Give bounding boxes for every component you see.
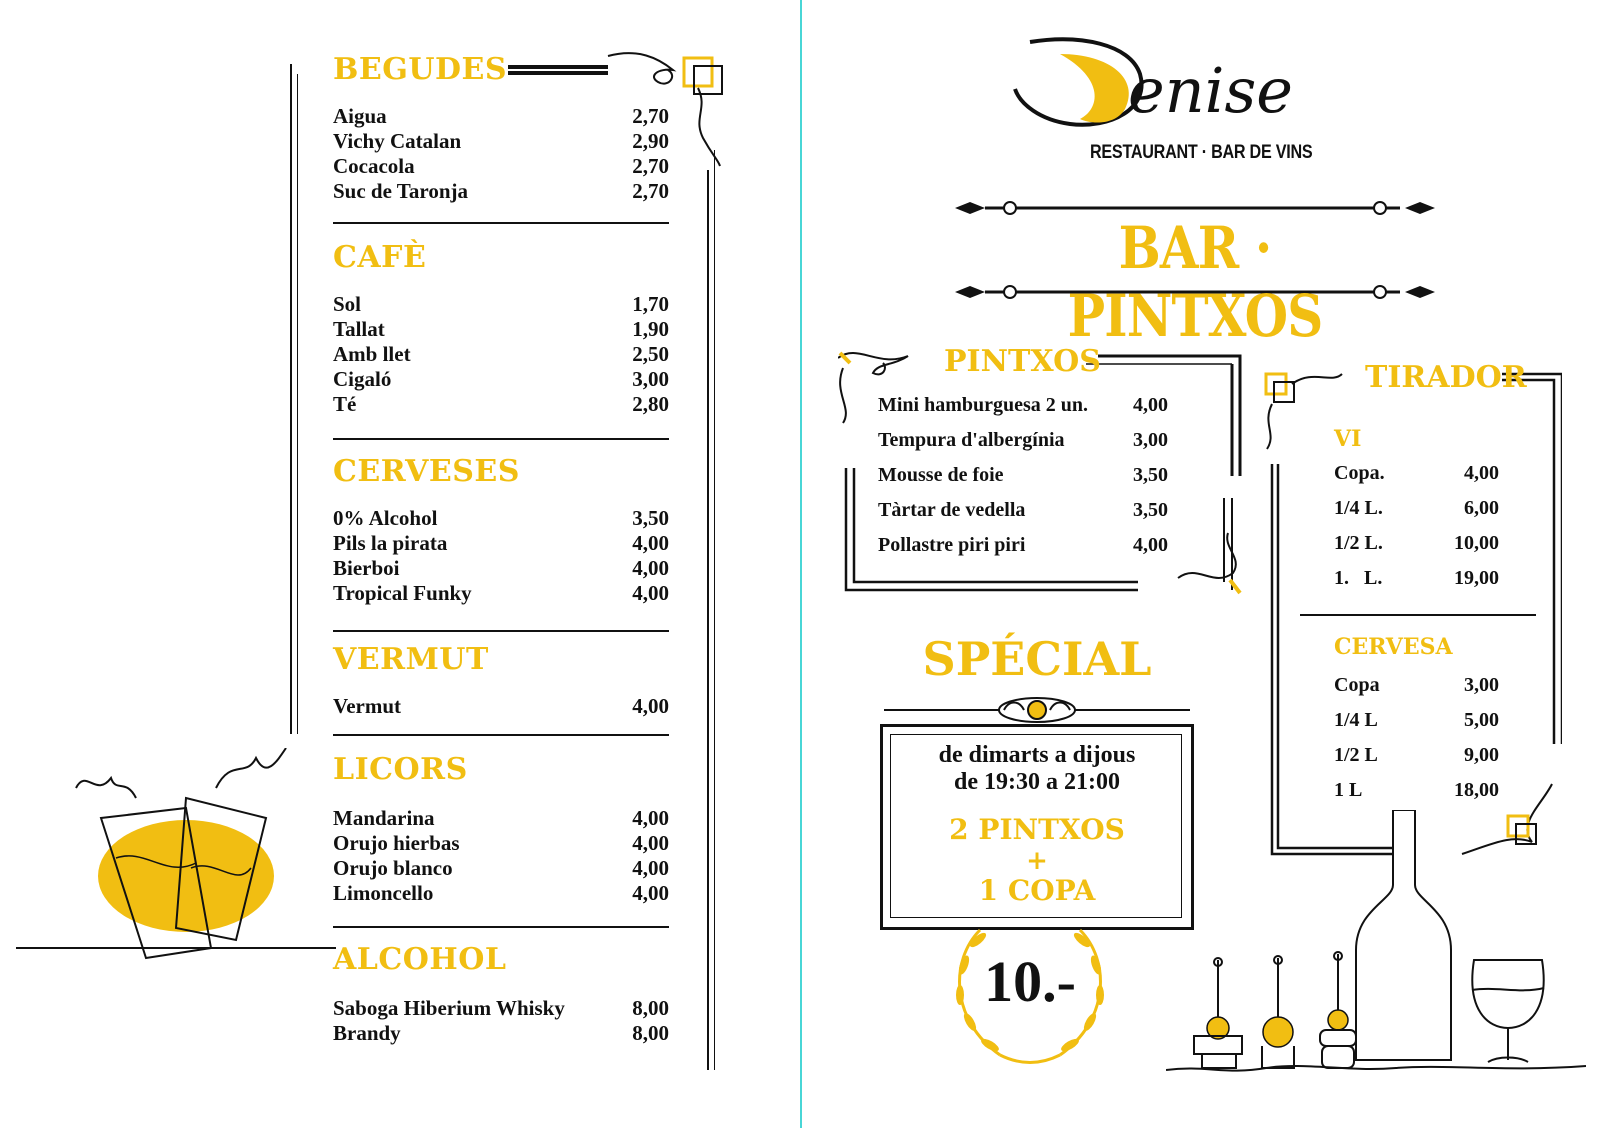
menu-item: Cocacola 2,70	[333, 154, 669, 178]
tirador-item: 1/4 L. 6,00	[1334, 497, 1499, 519]
tirador-divider	[1300, 614, 1536, 616]
section-divider	[333, 222, 669, 224]
tirador-item: Copa 3,00	[1334, 674, 1499, 696]
menu-item: Mandarina 4,00	[333, 806, 669, 830]
right-border-line	[707, 170, 709, 1070]
menu-item: Aigua 2,70	[333, 104, 669, 128]
menu-item: Brandy 8,00	[333, 1021, 669, 1045]
special-days: de dimarts a dijous	[938, 742, 1136, 768]
bottle-and-pintxos-illustration	[1166, 810, 1586, 1080]
beer-glasses-illustration	[16, 748, 336, 968]
section-title-licors: LICORS	[333, 752, 468, 787]
menu-item: Tropical Funky 4,00	[333, 581, 669, 605]
menu-item: Vichy Catalan 2,90	[333, 129, 669, 153]
menu-item: Limoncello 4,00	[333, 881, 669, 905]
section-title-cerveses: CERVESES	[333, 454, 520, 489]
special-title: SPÉCIAL	[922, 632, 1152, 686]
menu-item: Orujo hierbas 4,00	[333, 831, 669, 855]
tirador-item: 1/4 L 5,00	[1334, 709, 1499, 731]
menu-item: Bierboi 4,00	[333, 556, 669, 580]
tirador-item: 1/2 L 9,00	[1334, 744, 1499, 766]
brand-subtitle: RESTAURANT · BAR DE VINS	[1090, 142, 1313, 163]
section-title-begudes: BEGUDES	[333, 52, 508, 87]
special-hours: de 19:30 a 21:00	[954, 769, 1120, 795]
tirador-cervesa-title: CERVESA	[1334, 634, 1453, 660]
right-border-line	[714, 150, 715, 1070]
tirador-title: TIRADOR	[1365, 360, 1527, 395]
tirador-item: 1. L. 19,00	[1334, 567, 1499, 589]
section-divider	[333, 926, 669, 928]
section-divider	[333, 438, 669, 440]
pintxo-item: Pollastre piri piri 4,00	[878, 534, 1168, 556]
special-ornament-icon	[884, 692, 1190, 728]
menu-item: 0% Alcohol 3,50	[333, 506, 669, 530]
pintxos-title: PINTXOS	[944, 344, 1101, 379]
menu-item: Té 2,80	[333, 392, 669, 416]
brand-name: enise	[1128, 54, 1293, 127]
title-flourish-line	[508, 62, 608, 76]
pintxo-item: Mousse de foie 3,50	[878, 464, 1168, 486]
menu-item: Vermut 4,00	[333, 694, 669, 718]
menu-item: Suc de Taronja 2,70	[333, 179, 669, 203]
pintxo-item: Tàrtar de vedella 3,50	[878, 499, 1168, 521]
tirador-item: 1/2 L. 10,00	[1334, 532, 1499, 554]
menu-item: Saboga Hiberium Whisky 8,00	[333, 996, 669, 1020]
left-border-line	[297, 74, 298, 734]
menu-item: Orujo blanco 4,00	[333, 856, 669, 880]
section-title-vermut: VERMUT	[333, 642, 489, 677]
menu-item: Tallat 1,90	[333, 317, 669, 341]
tirador-item: 1 L 18,00	[1334, 779, 1499, 801]
section-title-cafe: CAFÈ	[333, 240, 427, 275]
menu-item: Sol 1,70	[333, 292, 669, 316]
tirador-vi-title: VI	[1334, 426, 1362, 452]
menu-item: Amb llet 2,50	[333, 342, 669, 366]
tirador-item: Copa. 4,00	[1334, 462, 1499, 484]
special-offer-copa: 1 COPA	[978, 874, 1096, 907]
menu-item: Cigaló 3,00	[333, 367, 669, 391]
section-divider	[333, 734, 669, 736]
pintxo-item: Mini hamburguesa 2 un. 4,00	[878, 394, 1168, 416]
menu-item: Pils la pirata 4,00	[333, 531, 669, 555]
brand-logo	[1010, 34, 1330, 134]
special-offer-pintxos: 2 PINTXOS	[949, 813, 1125, 846]
page-fold-line	[800, 0, 802, 1128]
section-divider	[333, 630, 669, 632]
left-border-line	[290, 64, 292, 734]
special-offer-plus: +	[1026, 846, 1048, 876]
section-title-alcohol: ALCOHOL	[333, 942, 507, 977]
banner-title: BAR · PINTXOS	[1067, 214, 1323, 350]
pintxo-item: Tempura d'albergínia 3,00	[878, 429, 1168, 451]
special-price: 10.-	[984, 949, 1076, 1014]
